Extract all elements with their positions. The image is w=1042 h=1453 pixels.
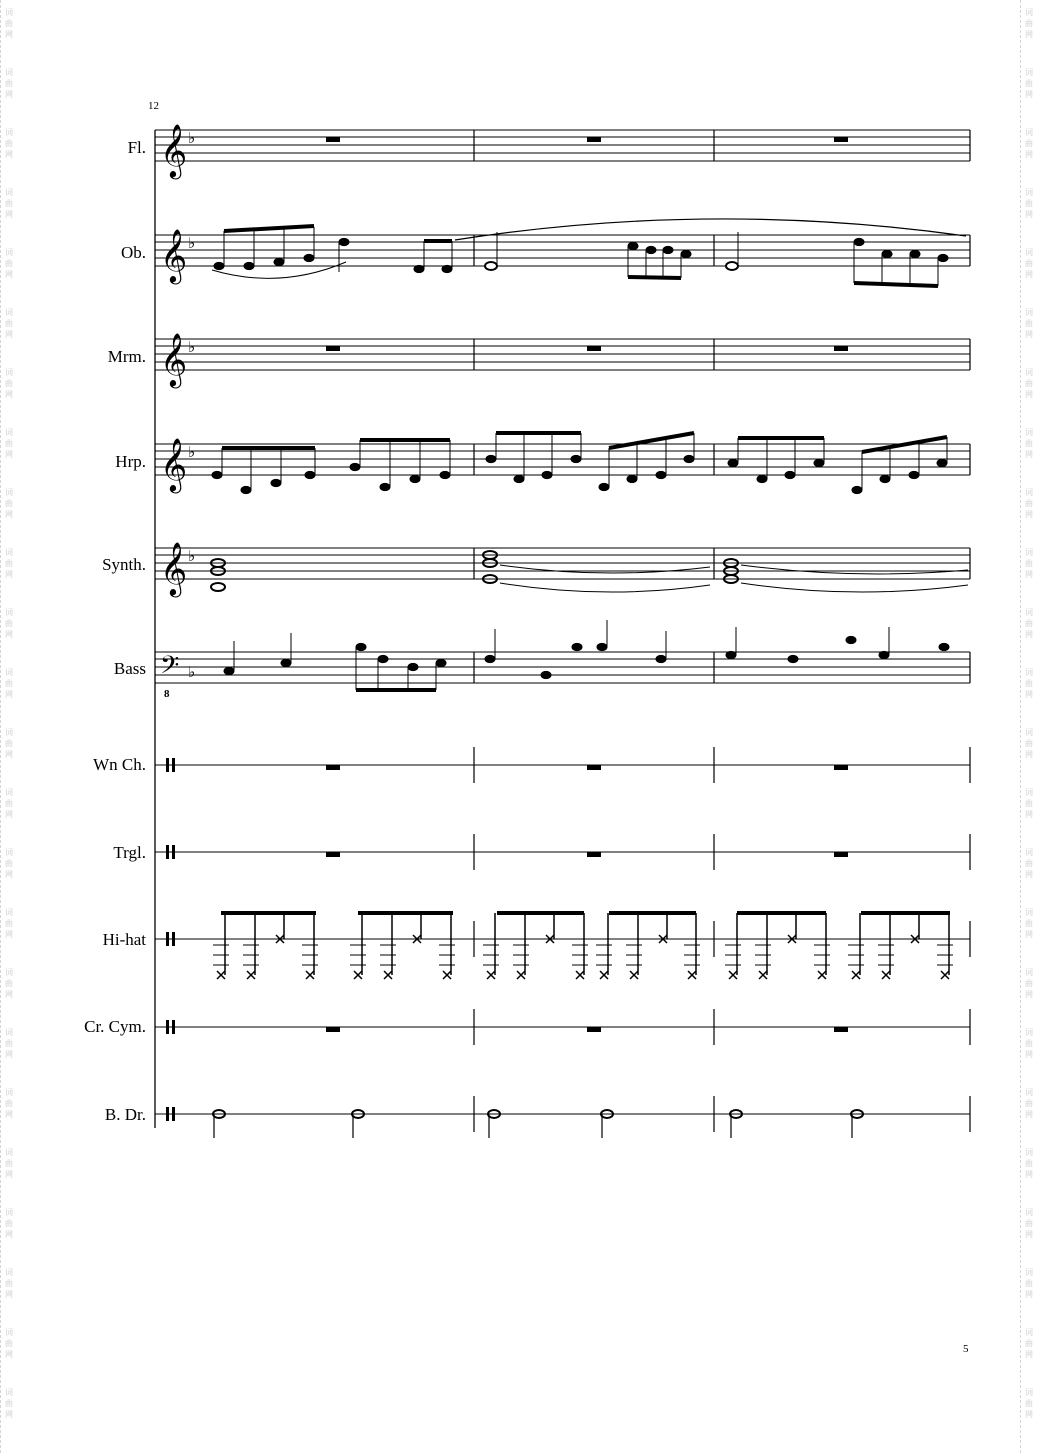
harp-notes — [212, 433, 947, 494]
watermark-char: 网 — [1025, 1110, 1033, 1119]
watermark-char: 词 — [5, 68, 13, 77]
hihat-x-note — [483, 913, 499, 979]
watermark-char: 网 — [1025, 90, 1033, 99]
watermark-char: 网 — [1025, 510, 1033, 519]
watermark-char: 曲 — [5, 79, 13, 88]
watermark-char: 词 — [1025, 908, 1033, 917]
flat-icon: ♭ — [188, 663, 196, 681]
watermark-char: 曲 — [1025, 259, 1033, 268]
label-marimba: Mrm. — [107, 347, 146, 366]
watermark-char: 网 — [5, 30, 13, 39]
flat-icon: ♭ — [188, 129, 196, 147]
watermark-char: 网 — [1025, 690, 1033, 699]
key-signature — [188, 129, 195, 681]
watermark-char: 词 — [5, 128, 13, 137]
watermark-char: 曲 — [5, 559, 13, 568]
hihat-x-note — [350, 913, 366, 979]
watermark-char: 词 — [5, 488, 13, 497]
page-number: 5 — [963, 1343, 969, 1355]
watermark-char: 曲 — [1025, 379, 1033, 388]
watermark-char: 曲 — [1025, 979, 1033, 988]
watermark-char: 词 — [1025, 968, 1033, 977]
watermark-char: 曲 — [1025, 1219, 1033, 1228]
watermark-char: 曲 — [5, 319, 13, 328]
watermark-char: 词 — [1025, 1088, 1033, 1097]
label-flute: Fl. — [127, 138, 146, 157]
hihat-x-note — [626, 913, 642, 979]
octave-marker: 8 — [164, 688, 170, 700]
watermark-char: 网 — [5, 810, 13, 819]
watermark-char: 词 — [5, 248, 13, 257]
watermark-char: 词 — [1025, 68, 1033, 77]
hihat-x-note — [243, 913, 259, 979]
watermark-char: 网 — [5, 1410, 13, 1419]
watermark-char: 曲 — [1025, 199, 1033, 208]
watermark-char: 网 — [1025, 930, 1033, 939]
watermark-char: 词 — [5, 968, 13, 977]
watermark-char: 词 — [1025, 1028, 1033, 1037]
watermark-char: 词 — [1025, 128, 1033, 137]
watermark-char: 词 — [1025, 1148, 1033, 1157]
hihat-x-note — [684, 913, 700, 979]
watermark-char: 词 — [5, 728, 13, 737]
hihat-x-note — [596, 913, 612, 979]
barlines — [474, 130, 970, 1132]
watermark-char: 曲 — [5, 499, 13, 508]
watermark-char: 网 — [1025, 810, 1033, 819]
hihat-x-note — [848, 913, 864, 979]
watermark-char: 网 — [5, 330, 13, 339]
watermark-char: 网 — [5, 510, 13, 519]
watermark-char: 网 — [5, 990, 13, 999]
whole-rests — [326, 137, 848, 1032]
watermark-char: 网 — [1025, 390, 1033, 399]
treble-clef-icon: 𝄞 — [160, 541, 188, 595]
watermark-char: 词 — [5, 308, 13, 317]
watermark-char: 词 — [5, 908, 13, 917]
hihat-x-note — [572, 913, 588, 979]
watermark-char: 网 — [5, 90, 13, 99]
watermark-char: 网 — [5, 390, 13, 399]
bass-notes — [224, 620, 949, 690]
label-oboe: Ob. — [120, 243, 146, 262]
watermark-char: 词 — [5, 368, 13, 377]
watermark-char: 网 — [1025, 270, 1033, 279]
watermark-char: 曲 — [1025, 319, 1033, 328]
label-synth: Synth. — [102, 555, 146, 574]
hihat-x-note — [937, 913, 953, 979]
watermark-char: 网 — [5, 1110, 13, 1119]
hihat-x-note — [878, 913, 894, 979]
watermark-char: 网 — [1025, 450, 1033, 459]
watermark-char: 词 — [1025, 308, 1033, 317]
watermark-char: 网 — [5, 870, 13, 879]
watermark-char: 网 — [1025, 1290, 1033, 1299]
watermark-char: 词 — [5, 1268, 13, 1277]
watermark-char: 网 — [1025, 1170, 1033, 1179]
watermark-char: 词 — [5, 428, 13, 437]
watermark-char: 网 — [5, 570, 13, 579]
flat-icon: ♭ — [188, 443, 196, 461]
watermark-char: 网 — [1025, 150, 1033, 159]
watermark-char: 曲 — [1025, 499, 1033, 508]
watermark-char: 网 — [5, 1350, 13, 1359]
watermark-char: 词 — [5, 548, 13, 557]
watermark-char: 网 — [5, 630, 13, 639]
watermark-char: 词 — [1025, 848, 1033, 857]
watermark-char: 曲 — [5, 739, 13, 748]
watermark-char: 曲 — [1025, 559, 1033, 568]
watermark-char: 网 — [1025, 1410, 1033, 1419]
watermark-char: 曲 — [5, 859, 13, 868]
watermark-char: 网 — [1025, 990, 1033, 999]
watermark-char: 曲 — [5, 1039, 13, 1048]
watermark-char: 词 — [1025, 248, 1033, 257]
watermark-char: 曲 — [1025, 1279, 1033, 1288]
watermark-char: 词 — [5, 8, 13, 17]
watermark-char: 网 — [5, 270, 13, 279]
watermark-char: 词 — [5, 1148, 13, 1157]
watermark-char: 词 — [1025, 608, 1033, 617]
watermark-char: 词 — [5, 788, 13, 797]
watermark-char: 网 — [1025, 30, 1033, 39]
watermark-char: 词 — [1025, 8, 1033, 17]
watermark-char: 曲 — [5, 139, 13, 148]
watermark-char: 曲 — [1025, 139, 1033, 148]
watermark-char: 曲 — [1025, 79, 1033, 88]
watermark-char: 网 — [5, 690, 13, 699]
synth-chords — [211, 551, 968, 592]
watermark-char: 曲 — [5, 1159, 13, 1168]
watermark-char: 词 — [1025, 1208, 1033, 1217]
watermark-char: 词 — [1025, 788, 1033, 797]
watermark-char: 词 — [1025, 1328, 1033, 1337]
watermark-char: 词 — [1025, 668, 1033, 677]
watermark-char: 曲 — [5, 679, 13, 688]
label-bassdrum: B. Dr. — [104, 1105, 146, 1124]
label-triangle: Trgl. — [113, 843, 146, 862]
watermark-char: 词 — [5, 848, 13, 857]
watermark-char: 曲 — [1025, 1399, 1033, 1408]
watermark-char: 曲 — [5, 19, 13, 28]
label-crash: Cr. Cym. — [84, 1017, 146, 1036]
watermark-char: 网 — [5, 150, 13, 159]
watermark-char: 曲 — [1025, 1159, 1033, 1168]
watermark-char: 词 — [5, 608, 13, 617]
label-harp: Hrp. — [115, 452, 146, 471]
watermark-char: 曲 — [5, 1099, 13, 1108]
watermark-char: 曲 — [1025, 1099, 1033, 1108]
watermark-char: 网 — [1025, 750, 1033, 759]
oboe-slur — [455, 219, 966, 240]
treble-clef-icon: 𝄞 — [160, 228, 188, 282]
hihat-x-note — [380, 913, 396, 979]
watermark-char: 曲 — [5, 379, 13, 388]
watermark-char: 网 — [1025, 870, 1033, 879]
measure-number: 12 — [148, 100, 159, 112]
label-windchimes: Wn Ch. — [93, 755, 146, 774]
label-bass: Bass — [113, 659, 146, 678]
hihat-x-note — [725, 913, 741, 979]
hihat-x-note — [513, 913, 529, 979]
watermark-char: 曲 — [1025, 619, 1033, 628]
hihat-x-note — [755, 913, 771, 979]
watermark-char: 词 — [1025, 488, 1033, 497]
watermark-char: 网 — [5, 930, 13, 939]
watermark-char: 词 — [5, 1388, 13, 1397]
hihat-x-note — [213, 913, 229, 979]
treble-clef-icon: 𝄞 — [160, 332, 188, 386]
watermark-char: 网 — [5, 750, 13, 759]
watermark-char: 曲 — [5, 1339, 13, 1348]
watermark-char: 网 — [5, 210, 13, 219]
watermark-char: 曲 — [5, 919, 13, 928]
watermark-char: 网 — [1025, 1050, 1033, 1059]
watermark-char: 词 — [1025, 728, 1033, 737]
watermark-char: 词 — [1025, 1268, 1033, 1277]
watermark-char: 曲 — [5, 979, 13, 988]
watermark-char: 曲 — [1025, 1339, 1033, 1348]
watermark-char: 曲 — [1025, 1039, 1033, 1048]
watermark-char: 词 — [5, 188, 13, 197]
watermark-char: 网 — [1025, 210, 1033, 219]
watermark-char: 词 — [1025, 548, 1033, 557]
watermark-char: 网 — [1025, 1350, 1033, 1359]
watermark-char: 曲 — [5, 259, 13, 268]
watermark-char: 词 — [5, 1088, 13, 1097]
treble-clef-icon: 𝄞 — [160, 123, 188, 177]
watermark-char: 曲 — [5, 1219, 13, 1228]
staff-lines — [155, 130, 970, 1114]
watermark-char: 曲 — [1025, 799, 1033, 808]
flat-icon: ♭ — [188, 234, 196, 252]
watermark-char: 曲 — [5, 439, 13, 448]
watermark-char: 网 — [5, 450, 13, 459]
flat-icon: ♭ — [188, 547, 196, 565]
watermark-right — [1020, 0, 1042, 1453]
label-hihat: Hi-hat — [102, 930, 146, 949]
flat-icon: ♭ — [188, 338, 196, 356]
treble-clef-icon: 𝄞 — [160, 437, 188, 491]
watermark-char: 网 — [5, 1290, 13, 1299]
watermark-char: 曲 — [5, 1399, 13, 1408]
watermark-char: 网 — [5, 1230, 13, 1239]
watermark-char: 曲 — [1025, 859, 1033, 868]
watermark-char: 词 — [1025, 428, 1033, 437]
watermark-char: 网 — [1025, 630, 1033, 639]
watermark-char: 网 — [1025, 570, 1033, 579]
watermark-char: 词 — [5, 1328, 13, 1337]
watermark-char: 网 — [1025, 1230, 1033, 1239]
watermark-char: 曲 — [5, 619, 13, 628]
bass-clef-icon: 𝄢 — [160, 651, 180, 686]
watermark-char: 网 — [5, 1170, 13, 1179]
watermark-char: 词 — [1025, 368, 1033, 377]
watermark-char: 网 — [1025, 330, 1033, 339]
watermark-char: 曲 — [1025, 439, 1033, 448]
watermark-char: 词 — [5, 1028, 13, 1037]
watermark-char: 网 — [5, 1050, 13, 1059]
watermark-char: 曲 — [5, 1279, 13, 1288]
watermark-char: 词 — [1025, 188, 1033, 197]
watermark-char: 曲 — [1025, 679, 1033, 688]
hihat-x-note — [302, 913, 318, 979]
watermark-char: 词 — [5, 668, 13, 677]
watermark-char: 曲 — [1025, 739, 1033, 748]
treble-clefs — [160, 123, 187, 597]
watermark-char: 曲 — [1025, 919, 1033, 928]
hihat-x-note — [439, 913, 455, 979]
hihat-x-note — [814, 913, 830, 979]
watermark-left — [0, 0, 23, 1453]
watermark-char: 词 — [5, 1208, 13, 1217]
watermark-char: 曲 — [5, 799, 13, 808]
watermark-char: 词 — [1025, 1388, 1033, 1397]
watermark-char: 曲 — [5, 199, 13, 208]
watermark-char: 曲 — [1025, 19, 1033, 28]
